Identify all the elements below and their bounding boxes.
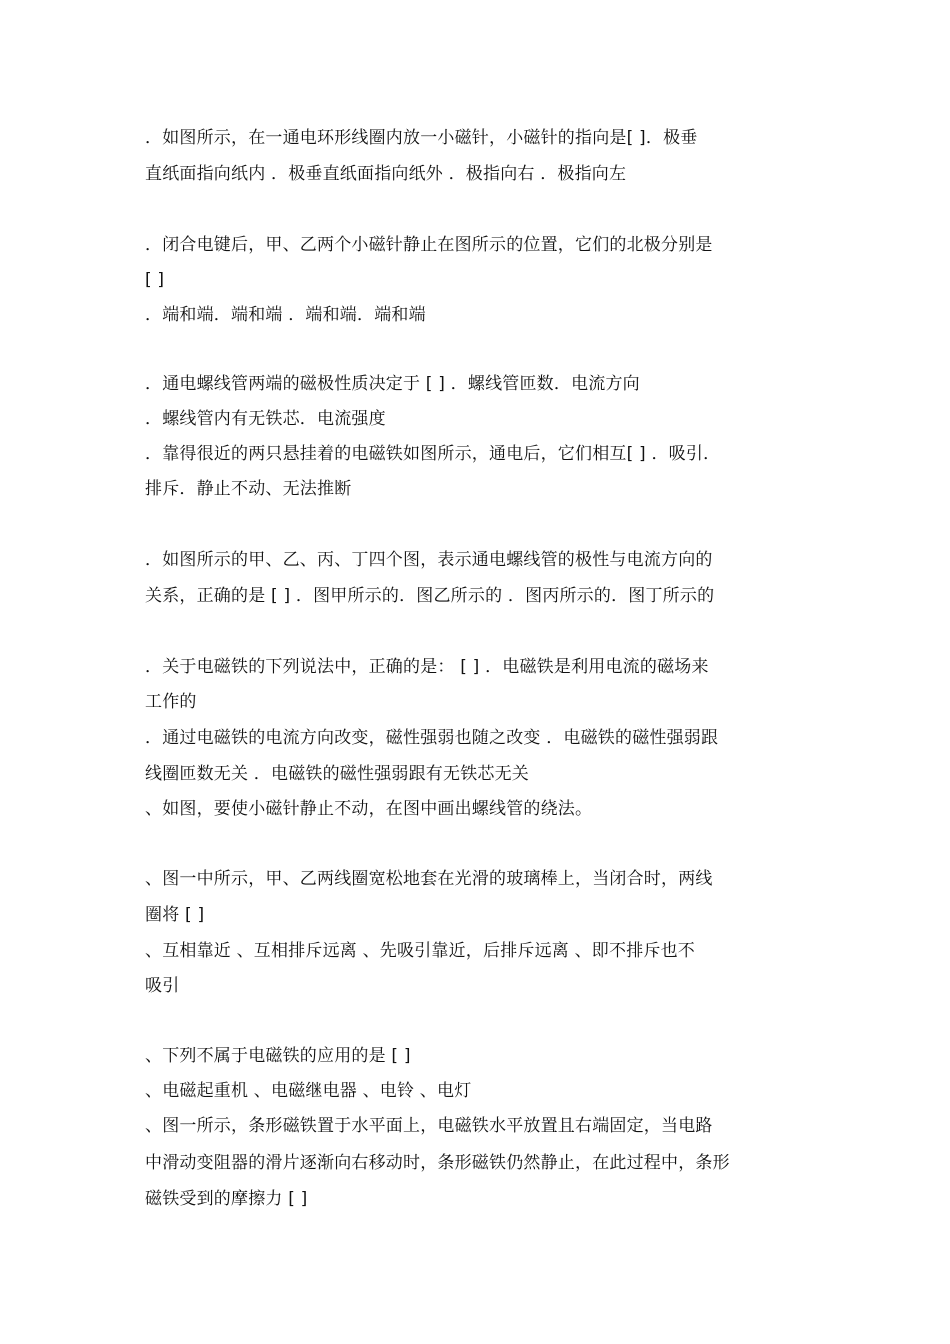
- text-line: 中滑动变阻器的滑片逐渐向右移动时，条形磁铁仍然静止，在此过程中，条形: [145, 1153, 730, 1173]
- text-line: 磁铁受到的摩擦力 [ ]: [145, 1189, 308, 1209]
- text-line: 线圈匝数无关 ．电磁铁的磁性强弱跟有无铁芯无关: [145, 764, 530, 784]
- text-line: ．关于电磁铁的下列说法中，正确的是： [ ] ．电磁铁是利用电流的磁场来: [145, 657, 709, 677]
- text-line: 、图一所示，条形磁铁置于水平面上，电磁铁水平放置且右端固定，当电路: [145, 1116, 713, 1136]
- text-line: 、图一中所示，甲、乙两线圈宽松地套在光滑的玻璃棒上，当闭合时，两线: [145, 869, 713, 889]
- text-line: 、电磁起重机 、电磁继电器 、电铃 、电灯: [145, 1081, 472, 1101]
- text-line: ．如图所示的甲、乙、丙、丁四个图，表示通电螺线管的极性与电流方向的: [145, 550, 713, 570]
- text-line: ．螺线管内有无铁芯．电流强度: [145, 409, 386, 429]
- text-line: [ ]: [145, 270, 165, 290]
- text-line: 吸引: [145, 976, 180, 996]
- text-line: ．通电螺线管两端的磁极性质决定于 [ ] ．螺线管匝数．电流方向: [145, 374, 640, 394]
- text-line: ．通过电磁铁的电流方向改变，磁性强弱也随之改变 ．电磁铁的磁性强弱跟: [145, 728, 719, 748]
- text-line: ．闭合电键后，甲、乙两个小磁针静止在图所示的位置，它们的北极分别是: [145, 235, 713, 255]
- text-line: 关系，正确的是 [ ] ．图甲所示的．图乙所示的 ．图丙所示的．图丁所示的: [145, 586, 715, 606]
- text-line: 、下列不属于电磁铁的应用的是 [ ]: [145, 1046, 411, 1066]
- text-line: 工作的: [145, 692, 197, 712]
- text-line: 、互相靠近 、互相排斥远离 、先吸引靠近，后排斥远离 、即不排斥也不: [145, 941, 696, 961]
- text-line: 直纸面指向纸内 ．极垂直纸面指向纸外 ．极指向右 ．极指向左: [145, 164, 627, 184]
- text-line: 排斥．静止不动、无法推断: [145, 479, 352, 499]
- text-line: 圈将 [ ]: [145, 905, 205, 925]
- text-line: ．端和端．端和端 ．端和端．端和端: [145, 305, 426, 325]
- text-line: ．如图所示，在一通电环形线圈内放一小磁针，小磁针的指向是[ ]．极垂: [145, 128, 698, 148]
- text-line: ．靠得很近的两只悬挂着的电磁铁如图所示，通电后，它们相互[ ] ．吸引．: [145, 444, 721, 464]
- text-line: 、如图，要使小磁针静止不动，在图中画出螺线管的绕法。: [145, 799, 593, 819]
